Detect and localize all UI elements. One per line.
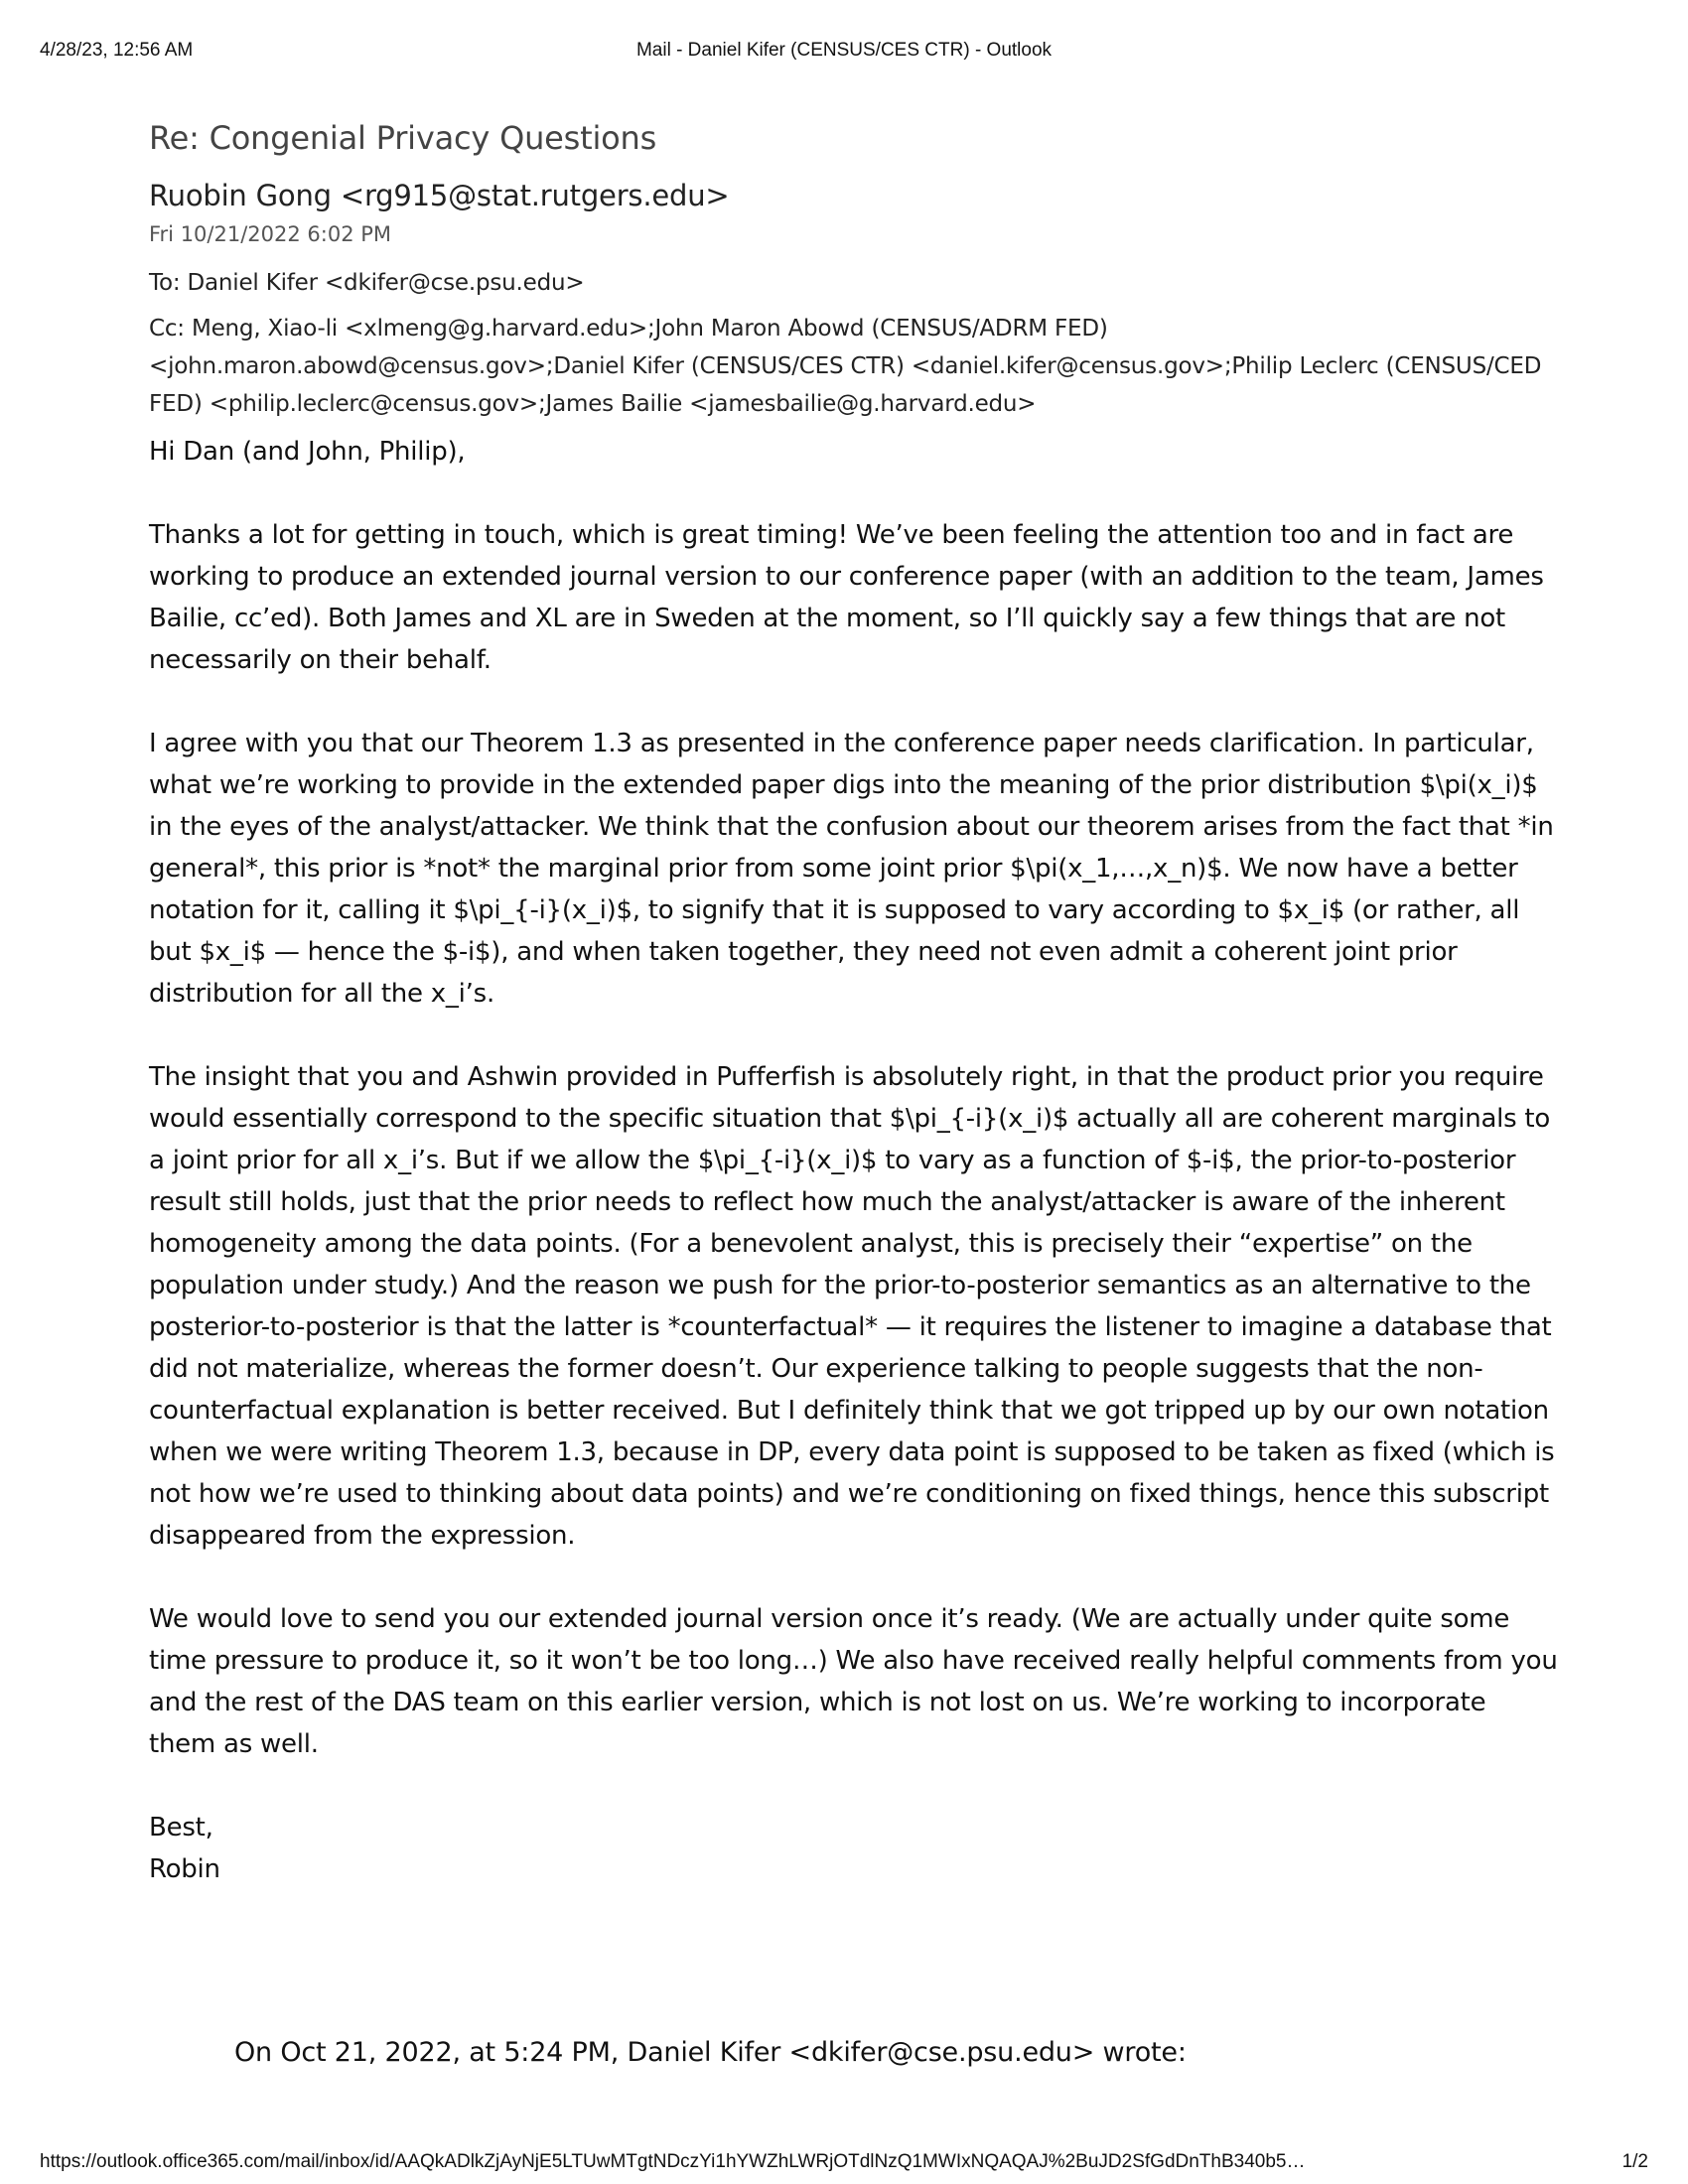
email-to-recipients: To: Daniel Kifer <dkifer@cse.psu.edu> <box>149 270 585 296</box>
email-message <box>149 119 1559 1890</box>
email-body <box>149 431 1559 1890</box>
email-greeting: Hi Dan (and John, Philip), <box>149 437 466 467</box>
email-subject: Re: Congenial Privacy Questions <box>149 119 657 157</box>
quoted-message-header: On Oct 21, 2022, at 5:24 PM, Daniel Kifer <dkifer@cse.psu.edu> wrote: <box>234 2037 1187 2068</box>
email-paragraph-3: The insight that you and Ashwin provided in Pufferfish is absolutely right, in that the product prior you require would essentially correspond to the specific situation that $\pi_{-i}(x_i)$ actually all are coherent marginals to a joint prior for all x_i’s. But if we allow the $\pi_{-i}(x_i)$ to vary as a function of $-i$, the prior-to-posterior result still holds, just that the prior needs to reflect how much the analyst/attacker is aware of the inherent homogeneity among the data points. (For a benevolent analyst, this is precisely their “expertise” on the population under study.) And the reason we push for the prior-to-posterior semantics as an alternative to the posterior-to-posterior is that the latter is *counterfactual* — it requires the listener to imagine a database that did not materialize, whereas the former doesn’t. Our experience talking to people suggests that the non-counterfactual explanation is better received. But I definitely think that we got tripped up by our own notation when we were writing Theorem 1.3, because in DP, every data point is supposed to be taken as fixed (which is not how we’re used to thinking about data points) and we’re conditioning on fixed things, hence this subscript disappeared from the expression. <box>149 1062 1555 1551</box>
page-number: 1/2 <box>1621 2151 1648 2172</box>
print-title: Mail - Daniel Kifer (CENSUS/CES CTR) - Outlook <box>635 40 1053 61</box>
print-header <box>40 40 1648 69</box>
email-signature: Robin <box>149 1854 220 1884</box>
email-sent-date: Fri 10/21/2022 6:02 PM <box>149 222 392 246</box>
print-url: https://outlook.office365.com/mail/inbox/id/AAQkADlkZjAyNjE5LTUwMTgtNDczYi1hYWZhLWRjOTdlNzQ1MWIxNQAQAJ%2BuJD2SfGdDnThB340b5… <box>40 2151 1306 2172</box>
email-sender[interactable]: Ruobin Gong <rg915@stat.rutgers.edu> <box>149 179 730 212</box>
print-date: 4/28/23, 12:56 AM <box>40 40 194 61</box>
email-paragraph-1: Thanks a lot for getting in touch, which is great timing! We’ve been feeling the attention too and in fact are working to produce an extended journal version to our conference paper (with an addition to the team, James Bailie, cc’ed). Both James and XL are in Sweden at the moment, so I’ll quickly say a few things that are not necessarily on their behalf. <box>149 520 1544 675</box>
email-paragraph-4: We would love to send you our extended journal version once it’s ready. (We are actually under quite some time pressure to produce it, so it won’t be too long…) We also have received really helpful comments from you and the rest of the DAS team on this earlier version, which is not lost on us. We’re working to incorporate them as well. <box>149 1604 1558 1759</box>
email-cc-recipients: Cc: Meng, Xiao-li <xlmeng@g.harvard.edu>;John Maron Abowd (CENSUS/ADRM FED) <john.maron.abowd@census.gov>;Daniel Kifer (CENSUS/CES CTR) <daniel.kifer@census.gov>;Philip Leclerc (CENSUS/CED FED) <philip.leclerc@census.gov>;James Bailie <jamesbailie@g.harvard.edu> <box>149 316 1542 417</box>
email-signoff: Best, <box>149 1813 213 1843</box>
email-paragraph-2: I agree with you that our Theorem 1.3 as presented in the conference paper needs clarification. In particular, what we’re working to provide in the extended paper digs into the meaning of the prior distribution $\pi(x_i)$ in the eyes of the analyst/attacker. We think that the confusion about our theorem arises from the fact that *in general*, this prior is *not* the marginal prior from some joint prior $\pi(x_1,…,x_n)$. We now have a better notation for it, calling it $\pi_{-i}(x_i)$, to signify that it is supposed to vary according to $x_i$ (or rather, all but $x_i$ — hence the $-i$), and when taken together, they need not even admit a coherent joint prior distribution for all the x_i’s. <box>149 729 1554 1009</box>
